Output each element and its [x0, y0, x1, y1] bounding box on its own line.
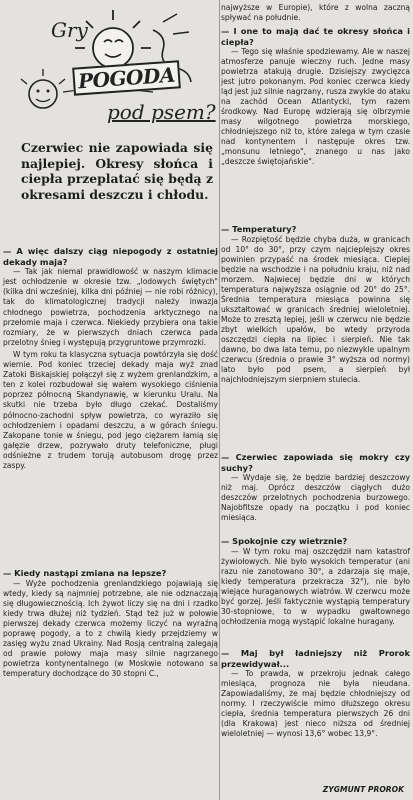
section-paragraph: — W tym roku maj oszczędził nam katastrof żywiołowych. Nie było wysokich temperatur (ani razu nie zanotowano 30°, a zdarzaja się maje, kiedy temperatura przekracza 32°), nie było wiejące huraganowych wiatrów. W czerwcu może być gorzej. Jeśli faktycznie wystąpią temperatury 30-stopniowe, to w wypadku gwałtownego ochłodzenia mogą wystąpić lokalne huragany. [221, 546, 410, 626]
section-question: — A więc dalszy ciąg niepogody z ostatniej dekady maja? [3, 246, 218, 267]
column-divider [219, 0, 220, 800]
section-slonce [221, 26, 410, 167]
section-paragraph: — Tak jak niemal prawidłowość w naszym klimacie jest ochłodzenie w okresie tzw. „lodowych świętych" (kilka dni wcześniej, kilka dni później — nie robi różnicy), tak do klimatologicznej tradycji należy inwazja chłodnego powietrza, pochodzenia arktycznego na przełomie maja i czerwca. Niekiedy przybiera ona takie rozmiary, że w pierwszych dniach czerwca pada przelotny śnieg i występują przygruntowe przymrozki. [3, 267, 218, 347]
section-paragraph: — Tego się właśnie spodziewamy. Ale w naszej atmosferze panuje wieczny ruch. Jedne masy powietrza atakują drugie. Dzisiejszy zwycięzca jest jutro pokonanym. Pod koniec czerwca kiedy ląd jest już silnie nagrzany, rusza zwykle do ataku na zachód Ocean Atlantycki, tym razem środkowy. Nad Europę wdzierają się olbrzymie masy wilgotnego powietrza morskiego, chłodniejszego niż to, które zalega w tym czasie nad kontynentem i następuje okres tzw. „monsunu letniego", znanego u nas jako „deszcze świętojańskie". [221, 47, 411, 167]
section-question: — I one to mają dać te okresy słońca i ciepła? [221, 26, 410, 47]
section-paragraph: — Wyże pochodzenia grenlandzkiego pojawiają się wtedy, kiedy są najmniej potrzebne, ale nie odznaczają się długowiecznością. Ich żywot liczy się na dni i rzadko kiedy trwa dłużej niż tydzień. Stąd też już w połowie pierwszej dekady czerwca możemy liczyć na wyraźną poprawę pogody, a to z chwilą kiedy przejdziemy w zasięg wyżu znad Ukrainy. Nad Rosją centralną zalegają od prawie połowy maja masy silnie nagrzanego powietrza kontynentalnego (w Moskwie notowano sa temperatury dochodzące do 30 stopni C., [3, 578, 218, 679]
header-art-text-pod-psem: pod psem? [107, 100, 216, 124]
section-temperatury [221, 224, 410, 385]
section-question: — Kiedy nastąpi zmiana na lepsze? [3, 568, 167, 578]
section-question: — Maj był ładniejszy niż Prorok przewidywał... [221, 648, 410, 669]
section-continuation [221, 3, 410, 23]
section-niepogoda [3, 246, 218, 471]
section-mokry-suchy [221, 452, 410, 523]
section-wietrznie [221, 536, 410, 627]
header-art-text-pogoda: POGODA [72, 60, 181, 95]
right-column [221, 0, 410, 800]
section-paragraph: — Wydaje się, że będzie bardziej deszczowy niż maj. Oprócz deszczów ciągłych dużo deszczów przelotnych pochodzenia burzowego. Najobfitsze opady na początku i pod koniec miesiąca. [221, 473, 410, 523]
section-paragraph: — To prawda, w przekroju jednak całego miesiąca, prognoza nie była nieudana. Zapowiadaliśmy, że maj będzie chłodniejszy od normy. I rzeczywiście mimo dłuższego okresu ciepła, średnia temperatura pierwszych 26 dni (dla Krakowa) jest nieco niższa od średniej wieloletniej — wynosi 13,6° wobec 13,9°. [221, 669, 410, 739]
header-illustration [3, 0, 218, 140]
section-question: — Spokojnie czy wietrznie? [221, 536, 348, 546]
section-prorok [221, 648, 410, 739]
section-paragraph: W tym roku ta klasyczna sytuacja powtórzyła się dość wiernie. Pod koniec trzeciej dekady maja wyż znad Zatoki Biskajskiej połączył się z wyżem grenlandzkim, a ten z kolei rozbudował się wałem wysokiego ciśnienia poprzez północną Skandynawię, w kierunku Uralu. Na skutki nie trzeba było długo czekać. Dostaliśmy północno-zachodni spływ powietrza, co wyraziło się ochłodzeniem i opadami deszczu, a w górach śniegu. Zakopane tonie w śniegu, pod jego ciężarem łamią się gałęzie drzew, pozrywało druty telefoniczne, pługi odśnieżne z trudem torują autobusom drogę przez zaspy. [3, 349, 218, 470]
left-column [3, 0, 218, 800]
section-zmiana [3, 568, 218, 680]
header-art-text-gry: Gry [51, 18, 88, 42]
section-paragraph: najwyższe w Europie), które z wolna zaczną spływać na południe. [221, 3, 410, 22]
section-question: — Czerwiec zapowiada się mokry czy suchy? [221, 452, 410, 473]
section-paragraph: — Rozpiętość będzie chyba duża, w granicach od 10° do 30°, przy czym najcieplejszy okres powinien przypaść na środek miesiąca. Cieplej będzie na wschodzie i na południu kraju, niż nad morzem. Najwiecej będzie dni w których temperatura najwyższa osiągnie od 20° do 25°. Średnia temperatura miesiąca powinna się ukształtować w granicach średniej wieloletniej. Może to zresztą lepiej, jeśli w czerwcu nie będzie zbyt wielkich upałów, bo wtedy przyroda oszczędzi ciepła na lipiec i sierpień. Nie tak dawno, bo dwa lata temu, po niezwykle upalnym czerwcu (średnia o prawie 3° wyższa od normy) lato było pod psem, a sierpień był najchłodniejszym sierpniem stulecia. [221, 234, 410, 384]
section-question: — Temperatury? [221, 224, 297, 234]
lead-paragraph: Czerwiec nie zapowiada się najlepiej. Okresy słońca i ciepła przeplatać się będą z okresami deszczu i chłodu. [21, 140, 213, 202]
author-signature: ZYGMUNT PROROK [322, 785, 404, 794]
